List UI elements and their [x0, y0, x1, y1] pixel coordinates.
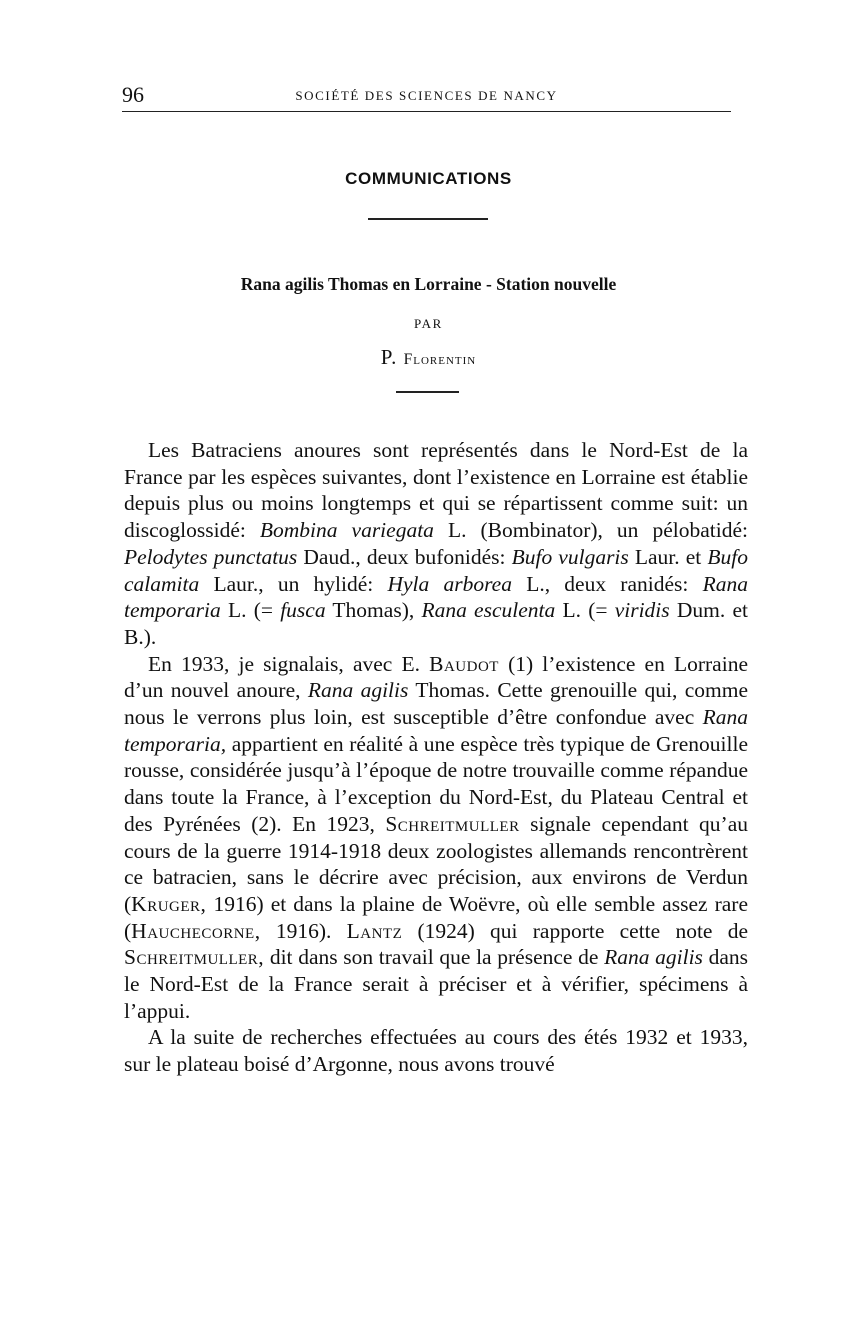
section-title: COMMUNICATIONS	[345, 169, 512, 188]
text-run: Thomas. Cette grenouille qui, comme nous le verrons plus loin, est susceptible d’être confondue avec	[124, 678, 749, 730]
paragraph	[124, 437, 748, 651]
species-name: Bufo vulgaris	[511, 544, 629, 569]
text-run: Daud., deux bufonidés:	[297, 544, 512, 569]
author-citation: Baudot	[429, 651, 499, 676]
header-rule	[122, 111, 731, 112]
page-header	[122, 84, 731, 110]
text-run: 1916) et dans la plaine de Woëvre, où elle semble assez rare (	[124, 891, 748, 943]
page-number: 96	[122, 82, 144, 107]
section-divider	[368, 218, 488, 220]
species-name: Rana agilis	[604, 945, 703, 970]
author-citation: Lantz	[346, 918, 403, 943]
species-name: Rana temporaria,	[124, 705, 748, 756]
species-name: Rana temporaria	[124, 571, 748, 623]
article-body	[124, 437, 748, 1078]
text-run: L., deux ranidés:	[511, 571, 703, 596]
text-run: signale cependant qu’au cours de la guerre 1914-1918 deux zoologistes allemands rencontrèrent ce batracien, sans le décrire avec précision, aux environs de Verdun (	[124, 811, 748, 916]
text-run: 1916).	[260, 918, 347, 943]
author-divider	[396, 391, 459, 393]
species-name: viridis	[614, 598, 670, 623]
running-title: SOCIÉTÉ DES SCIENCES DE NANCY	[295, 88, 558, 103]
text-run: Laur., un hylidé:	[199, 571, 388, 596]
paragraph	[124, 651, 748, 1025]
text-run: dit dans son travail que la présence de	[264, 945, 605, 970]
species-name: fusca	[280, 598, 326, 623]
author-surname: Florentin	[403, 351, 477, 368]
species-name: Bufo calamita	[124, 544, 748, 596]
text-run: (1924) qui rapporte cette note de	[402, 918, 748, 943]
text-run: Laur. et	[628, 544, 708, 569]
text-run: A la suite de recherches effectuées au cours des étés 1932 et 1933, sur le plateau boisé d’Argonne, nous avons trouvé	[124, 1025, 748, 1077]
text-run: Thomas),	[325, 598, 422, 623]
text-run: dans le Nord-Est de la France serait à préciser et à vérifier, spécimens à l’appui.	[124, 945, 748, 1023]
species-name: Bombina variegata	[259, 518, 434, 543]
author-citation: Schreitmuller	[385, 811, 520, 836]
species-name: Rana agilis	[307, 678, 409, 703]
author-citation: Kruger,	[131, 891, 207, 916]
text-run: Les Batraciens anoures sont représentés dans le Nord-Est de la France par les espèces suivantes, dont l’existence en Lorraine est établie depuis plus ou moins longtemps et qui se répartissent comme suit: un discoglossidé:	[124, 438, 748, 543]
author-citation: Hauchecorne,	[131, 918, 261, 943]
byline: PAR	[414, 316, 443, 331]
text-run: En 1933, je signalais, avec E.	[148, 651, 430, 676]
text-run: (1) l’existence en Lorraine d’un nouvel anoure,	[124, 651, 748, 703]
author-citation: Schreitmuller,	[124, 945, 265, 970]
text-run: Dum. et B.).	[124, 598, 748, 649]
text-run: appartient en réalité à une espèce très typique de Grenouille rousse, considérée jusqu’à l’époque de notre trouvaille comme répandue dans toute la France, à l’exception du Nord-Est, du Plateau Central et des Pyrénées (2). En 1923,	[124, 731, 748, 836]
paragraph	[124, 1024, 748, 1077]
text-run: L. (=	[220, 598, 281, 623]
species-name: Pelodytes punctatus	[124, 544, 298, 569]
author-name	[0, 344, 857, 373]
text-run: L. (Bombinator), un pélobatidé:	[433, 518, 748, 543]
species-name: Hyla arborea	[387, 571, 512, 596]
species-name: Rana esculenta	[421, 598, 556, 623]
text-run: L. (=	[555, 598, 615, 623]
author-initial: P.	[380, 345, 398, 369]
article-title: Rana agilis Thomas en Lorraine - Station nouvelle	[240, 274, 617, 294]
